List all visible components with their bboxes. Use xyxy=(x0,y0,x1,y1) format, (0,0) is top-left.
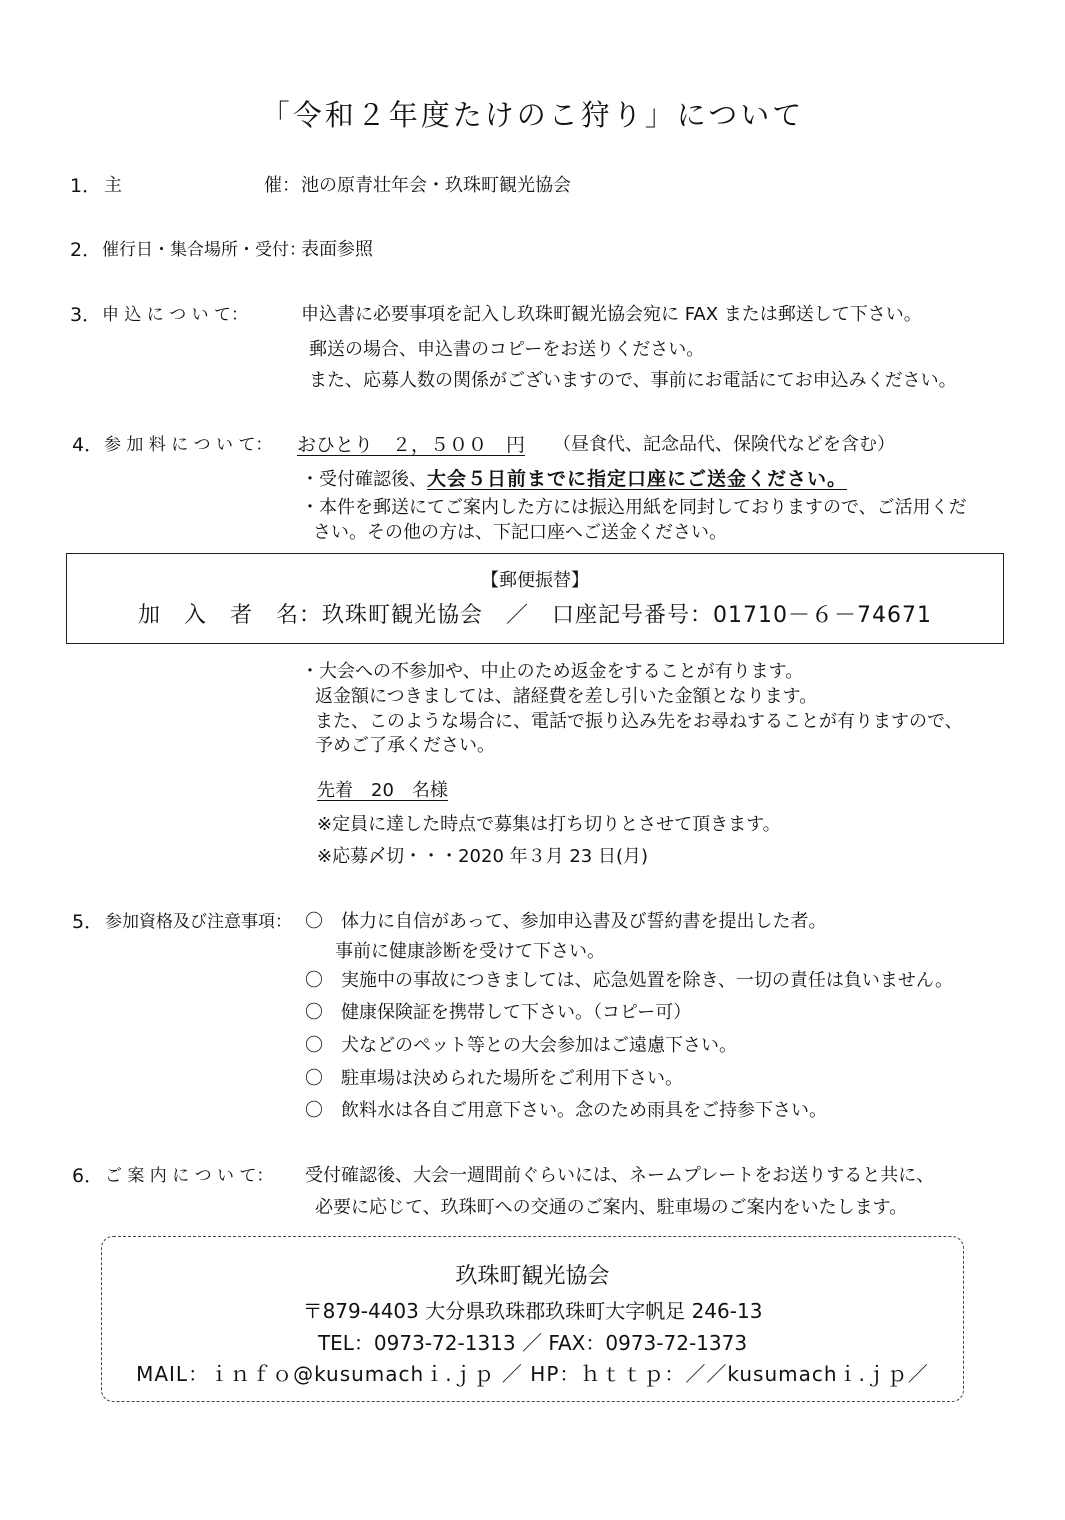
section-1-number: 1． xyxy=(70,175,102,197)
section-4-number: 4． xyxy=(72,434,104,456)
guidance-line2: 必要に応じて、玖珠町への交通のご案内、駐車場のご案内をいたします。 xyxy=(315,1197,908,1218)
capacity-notice: 先着 20 名様 xyxy=(317,780,448,801)
section-2-text: 表面参照 xyxy=(301,239,373,260)
requirement-item: 〇 体力に自信があって、参加申込書及び誓約書を提出した者。 xyxy=(305,911,827,932)
refund-line4: 予めご了承ください。 xyxy=(315,735,495,756)
requirement-item: 〇 犬などのペット等との大会参加はご遠慮下さい。 xyxy=(305,1035,737,1056)
section-6-label: ご 案 内 に つ い て： xyxy=(105,1166,274,1186)
contact-mail-homepage: MAIL：ｉｎｆｏ@kusumachｉ.ｊｐ ／ HP：ｈｔｔｐ：／／kusumachｉ.ｊｐ／ xyxy=(136,1362,929,1386)
payment-instruction-prefix: ・受付確認後、 xyxy=(301,469,427,490)
page-title: 「令和２年度たけのこ狩り」について xyxy=(260,98,805,132)
contact-organization: 玖珠町観光協会 xyxy=(455,1264,610,1289)
contact-address: 〒879-4403 大分県玖珠郡玖珠町大字帆足 246-13 xyxy=(302,1299,763,1323)
section-6-number: 6． xyxy=(72,1165,104,1187)
requirement-item: 〇 実施中の事故につきましては、応急処置を除き、一切の責任は負いません。 xyxy=(305,970,953,991)
payment-instruction xyxy=(301,468,847,491)
refund-line3: また、このような場合に、電話で振り込み先をお尋ねすることが有りますので、 xyxy=(315,711,963,732)
section-3-label: 申 込 に つ い て： xyxy=(102,305,249,325)
section-5-label: 参加資格及び注意事項： xyxy=(105,912,292,932)
mail-notice-line2: さい。その他の方は、下記口座へご送金ください。 xyxy=(313,522,727,543)
section-1-text: 池の原青壮年会・玖珠町観光協会 xyxy=(301,175,571,196)
postal-transfer-heading: 【郵便振替】 xyxy=(481,570,589,591)
postal-transfer-account: 加 入 者 名：玖珠町観光協会 ／ 口座記号番号：01710－６－74671 xyxy=(138,603,932,628)
mail-notice-line1: ・本件を郵送にてご案内した方には振込用紙を同封しておりますので、ご活用くだ xyxy=(301,497,967,518)
section-5-number: 5． xyxy=(72,911,104,933)
section-2-number: 2． xyxy=(70,239,102,261)
payment-deadline-emphasis: 大会５日前までに指定口座にご送金ください。 xyxy=(427,468,848,490)
section-2-label: 催行日・集合場所・受付： xyxy=(102,240,306,260)
section-3-line2: 郵送の場合、申込書のコピーをお送りください。 xyxy=(309,339,705,360)
contact-box xyxy=(101,1236,964,1402)
participation-fee-note: （昼食代、記念品代、保険代などを含む） xyxy=(553,434,895,455)
participation-fee: おひとり ２，５００ 円 xyxy=(297,434,526,456)
section-4-label: 参 加 料 に つ い て： xyxy=(104,435,273,455)
refund-line2: 返金額につきましては、諸経費を差し引いた金額となります。 xyxy=(315,686,818,707)
capacity-note: ※定員に達した時点で募集は打ち切りとさせて頂きます。 xyxy=(317,814,781,835)
contact-phone-fax: TEL：0973-72-1313 ／ FAX：0973-72-1373 xyxy=(317,1331,748,1355)
section-1-label-a: 主 xyxy=(104,175,122,196)
requirement-item: 〇 飲料水は各自ご用意下さい。念のため雨具をご持参下さい。 xyxy=(305,1100,827,1121)
section-1-label-b: 催： xyxy=(264,175,300,196)
requirement-item: 〇 駐車場は決められた場所をご利用下さい。 xyxy=(305,1068,683,1089)
section-3-line3: また、応募人数の関係がございますので、事前にお電話にてお申込みください。 xyxy=(309,370,957,391)
application-deadline: ※応募〆切・・・2020 年３月 23 日(月) xyxy=(317,846,649,867)
requirement-item: 事前に健康診断を受けて下さい。 xyxy=(335,941,605,962)
guidance-line1: 受付確認後、大会一週間前ぐらいには、ネームプレートをお送りすると共に、 xyxy=(305,1165,935,1186)
section-3-line1: 申込書に必要事項を記入し玖珠町観光協会宛に FAX または郵送して下さい。 xyxy=(301,304,922,325)
refund-line1: ・大会への不参加や、中止のため返金をすることが有ります。 xyxy=(301,661,804,682)
postal-transfer-box xyxy=(66,553,1004,644)
section-3-number: 3． xyxy=(70,304,102,326)
requirement-item: 〇 健康保険証を携帯して下さい。（コピー可） xyxy=(305,1002,692,1023)
